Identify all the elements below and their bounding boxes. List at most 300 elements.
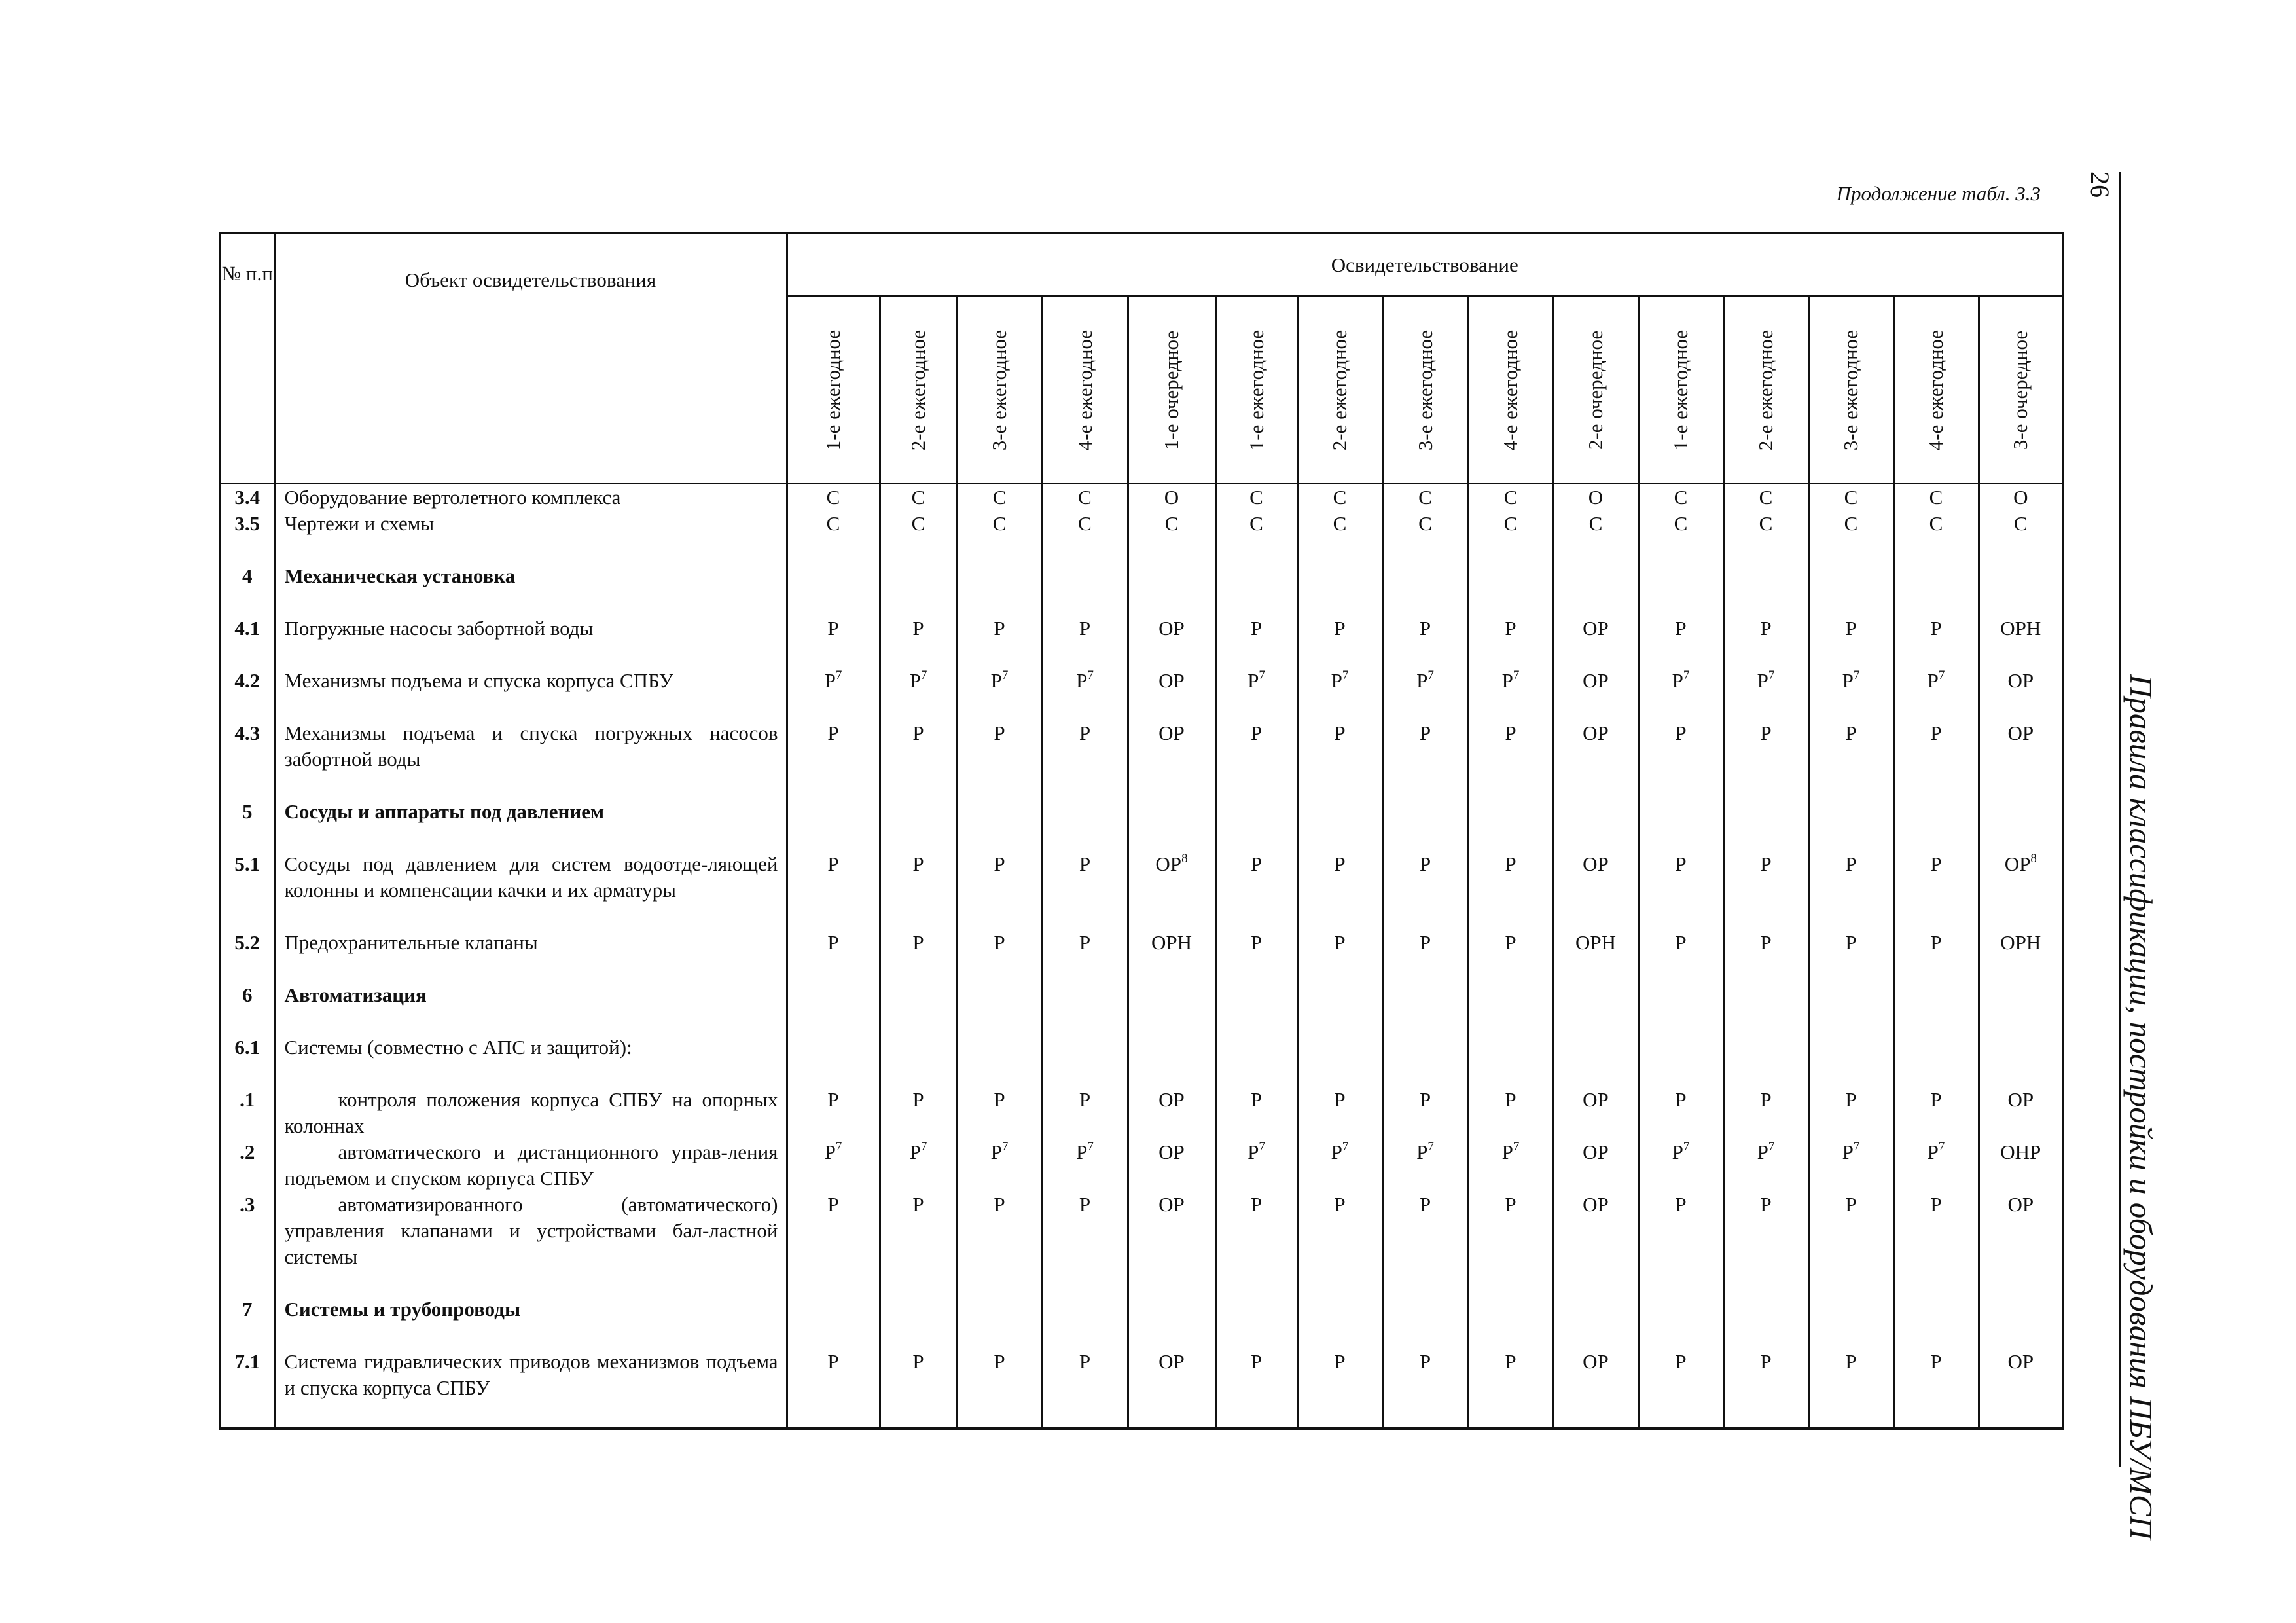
survey-code: Р [1247, 1140, 1259, 1163]
survey-cell [1979, 1192, 2063, 1270]
footnote-ref: 8 [1181, 852, 1188, 866]
footnote-ref: 7 [1513, 668, 1520, 682]
survey-code: Р [1334, 1350, 1346, 1373]
spacer-cell [1723, 1061, 1808, 1087]
spacer-cell [1979, 537, 2063, 563]
spacer-cell [787, 537, 880, 563]
survey-cell [1382, 930, 1468, 956]
spacer-cell [1042, 956, 1128, 982]
spacer-cell [957, 589, 1042, 615]
survey-code: Р [1079, 1088, 1091, 1111]
survey-cell [957, 982, 1042, 1008]
spacer-cell [1128, 773, 1215, 799]
survey-cell [1638, 1139, 1723, 1192]
survey-code: ОРН [1151, 931, 1192, 954]
survey-cell [1215, 851, 1297, 903]
spacer-cell [1042, 642, 1128, 668]
footnote-ref: 7 [1087, 668, 1094, 682]
survey-code: Р [1505, 852, 1516, 875]
spacer-cell [1553, 1061, 1638, 1087]
row-number: .3 [220, 1192, 274, 1270]
survey-code: С [1759, 486, 1773, 509]
spacer-row [220, 694, 2063, 720]
survey-cell [1979, 484, 2063, 511]
footnote-ref: 7 [835, 1140, 842, 1154]
spacer-cell [787, 1061, 880, 1087]
survey-cell [1382, 1192, 1468, 1270]
survey-code: О [2013, 486, 2028, 509]
spacer-cell [1382, 956, 1468, 982]
spacer-cell [1893, 1401, 1979, 1429]
survey-cell [1979, 720, 2063, 773]
survey-code: ОРН [2000, 931, 2041, 954]
table-row [220, 799, 2063, 825]
survey-code: Р [1927, 1140, 1939, 1163]
spacer-cell [1215, 1008, 1297, 1034]
survey-cell [1979, 982, 2063, 1008]
survey-code: Р [1672, 669, 1683, 692]
spacer-cell [1638, 642, 1723, 668]
spacer-cell [220, 694, 274, 720]
spacer-cell [787, 1270, 880, 1296]
survey-code: Р [1760, 931, 1772, 954]
spacer-cell [1723, 694, 1808, 720]
survey-cell [1297, 668, 1382, 694]
footnote-ref: 7 [1342, 1140, 1349, 1154]
spacer-cell [1638, 537, 1723, 563]
survey-column-label: 1-е ежегодное [1669, 329, 1692, 450]
spacer-cell [787, 825, 880, 851]
survey-cell [1128, 1139, 1215, 1192]
survey-code: Р [1842, 1140, 1854, 1163]
object-name: Погружные насосы забортной воды [274, 615, 787, 642]
survey-cell [880, 668, 957, 694]
survey-cell [880, 1192, 957, 1270]
survey-cell [1215, 930, 1297, 956]
table-row [220, 720, 2063, 773]
header-object: Объект освидетельствования [274, 233, 787, 484]
survey-code: Р [1416, 669, 1428, 692]
survey-cell [1468, 484, 1553, 511]
survey-code: ОР [1583, 1088, 1609, 1111]
table-row [220, 1087, 2063, 1139]
survey-code: Р [1331, 1140, 1342, 1163]
spacer-cell [1638, 694, 1723, 720]
spacer-cell [1382, 825, 1468, 851]
survey-cell [957, 1192, 1042, 1270]
table-row [220, 1139, 2063, 1192]
survey-cell [1042, 1349, 1128, 1401]
survey-code: Р [1842, 669, 1854, 692]
survey-code: Р [1845, 852, 1857, 875]
survey-cell [1215, 1139, 1297, 1192]
survey-cell [1723, 720, 1808, 773]
survey-code: Р [1250, 617, 1263, 640]
spacer-cell [1553, 956, 1638, 982]
survey-cell [1382, 615, 1468, 642]
survey-code: Р [1079, 931, 1091, 954]
survey-code: Р [1845, 1193, 1857, 1216]
survey-cell [787, 511, 880, 537]
survey-code: С [1078, 486, 1092, 509]
footnote-ref: 7 [1853, 668, 1860, 682]
survey-code: ОР [2007, 1088, 2034, 1111]
survey-code: Р [1675, 617, 1687, 640]
spacer-cell [274, 773, 787, 799]
spacer-cell [1808, 1401, 1893, 1429]
spacer-cell [1468, 1270, 1553, 1296]
survey-cell [1638, 511, 1723, 537]
survey-cell [1215, 982, 1297, 1008]
row-number: 3.4 [220, 484, 274, 511]
survey-code: Р [1505, 931, 1516, 954]
survey-cell [1638, 982, 1723, 1008]
spacer-cell [1808, 642, 1893, 668]
survey-column-header [1893, 297, 1979, 484]
survey-code: Р [1675, 852, 1687, 875]
spacer-row [220, 956, 2063, 982]
survey-cell [787, 484, 880, 511]
spacer-cell [1042, 903, 1128, 930]
survey-cell [1723, 799, 1808, 825]
spacer-cell [1128, 1322, 1215, 1349]
spacer-cell [1042, 1270, 1128, 1296]
survey-cell [1382, 1349, 1468, 1401]
survey-cell [957, 1296, 1042, 1322]
survey-cell [1382, 799, 1468, 825]
survey-cell [1808, 1296, 1893, 1322]
survey-cell [1382, 851, 1468, 903]
spacer-cell [220, 903, 274, 930]
survey-cell [1723, 1034, 1808, 1061]
object-name: Механизмы подъема и спуска погружных насосов забортной воды [274, 720, 787, 773]
spacer-cell [1042, 773, 1128, 799]
spacer-cell [1215, 589, 1297, 615]
survey-cell [1042, 1139, 1128, 1192]
survey-code: ОР [1155, 852, 1182, 875]
survey-cell [1723, 982, 1808, 1008]
survey-cell [1808, 851, 1893, 903]
spacer-cell [1042, 1061, 1128, 1087]
spacer-cell [1979, 1061, 2063, 1087]
survey-cell [1382, 720, 1468, 773]
survey-code: Р [1250, 1193, 1263, 1216]
survey-cell [1553, 484, 1638, 511]
object-name: Предохранительные клапаны [274, 930, 787, 956]
spacer-row [220, 825, 2063, 851]
spacer-cell [957, 1061, 1042, 1087]
survey-cell [1979, 563, 2063, 589]
survey-cell [1893, 511, 1979, 537]
spacer-cell [1723, 537, 1808, 563]
survey-cell [787, 1034, 880, 1061]
spacer-cell [1808, 825, 1893, 851]
survey-cell [1553, 1192, 1638, 1270]
survey-code: С [1078, 512, 1092, 535]
survey-cell [1468, 563, 1553, 589]
survey-code: Р [1760, 617, 1772, 640]
running-title: Правила классификации, постройки и оборудования ПБУ/МСП [2123, 674, 2159, 1539]
spacer-cell [274, 903, 787, 930]
survey-code: Р [827, 1088, 839, 1111]
survey-code: Р [1334, 931, 1346, 954]
survey-code: ОР [1583, 721, 1609, 744]
survey-cell [1979, 668, 2063, 694]
survey-cell [1553, 851, 1638, 903]
spacer-cell [1468, 903, 1553, 930]
header-num: № п.п [220, 233, 274, 484]
footnote-ref: 7 [1427, 1140, 1434, 1154]
footnote-ref: 7 [1001, 668, 1009, 682]
table-row [220, 930, 2063, 956]
spacer-cell [1297, 1270, 1382, 1296]
footnote-ref: 7 [1001, 1140, 1009, 1154]
survey-cell [880, 930, 957, 956]
footnote-ref: 7 [1427, 668, 1434, 682]
survey-cell [1808, 668, 1893, 694]
survey-cell [787, 1296, 880, 1322]
spacer-cell [1723, 1270, 1808, 1296]
survey-code: ОР [2007, 1350, 2034, 1373]
spacer-cell [220, 956, 274, 982]
survey-cell [1808, 1139, 1893, 1192]
survey-cell [1723, 511, 1808, 537]
survey-cell [1128, 982, 1215, 1008]
footnote-ref: 7 [920, 1140, 927, 1154]
survey-cell [1723, 1139, 1808, 1192]
spacer-cell [1638, 1322, 1723, 1349]
row-number: .1 [220, 1087, 274, 1139]
survey-column-header [1638, 297, 1723, 484]
survey-cell [1297, 563, 1382, 589]
survey-code: ОР [2004, 852, 2031, 875]
spacer-cell [1382, 1270, 1468, 1296]
survey-cell [1297, 1192, 1382, 1270]
survey-cell [957, 851, 1042, 903]
spacer-cell [880, 1061, 957, 1087]
footnote-ref: 7 [1259, 668, 1265, 682]
footnote-ref: 7 [1683, 668, 1690, 682]
spacer-cell [1468, 694, 1553, 720]
survey-cell [1297, 1349, 1382, 1401]
row-number: 4 [220, 563, 274, 589]
table-row [220, 615, 2063, 642]
survey-code: Р [1505, 721, 1516, 744]
spacer-cell [1893, 773, 1979, 799]
survey-cell [1468, 1087, 1553, 1139]
survey-code: Р [1079, 617, 1091, 640]
survey-code: ОР [2007, 1193, 2034, 1216]
page-number: 26 [2085, 172, 2115, 198]
object-name: Механизмы подъема и спуска корпуса СПБУ [274, 668, 787, 694]
spacer-cell [880, 1270, 957, 1296]
survey-code: Р [824, 669, 836, 692]
survey-cell [880, 799, 957, 825]
survey-code: Р [1675, 1193, 1687, 1216]
survey-code: ОР [1158, 1350, 1185, 1373]
survey-code: С [1333, 486, 1347, 509]
spacer-cell [220, 1322, 274, 1349]
survey-code: ОР [1583, 669, 1609, 692]
survey-code: Р [1505, 617, 1516, 640]
survey-code: ОР [1158, 1193, 1185, 1216]
spacer-cell [274, 694, 787, 720]
survey-cell [880, 484, 957, 511]
survey-code: Р [1675, 721, 1687, 744]
survey-code: Р [994, 1193, 1005, 1216]
survey-cell [880, 511, 957, 537]
section-heading: Автоматизация [274, 982, 787, 1008]
spacer-cell [1042, 825, 1128, 851]
spacer-cell [1893, 589, 1979, 615]
spacer-cell [880, 537, 957, 563]
spacer-cell [1893, 1270, 1979, 1296]
spacer-cell [1128, 694, 1215, 720]
survey-cell [787, 930, 880, 956]
survey-column-label: 3-е очередное [2009, 330, 2032, 450]
spacer-row [220, 1401, 2063, 1429]
survey-cell [1468, 1349, 1553, 1401]
section-heading: Механическая установка [274, 563, 787, 589]
table-row [220, 1192, 2063, 1270]
survey-cell [1723, 668, 1808, 694]
spacer-cell [1553, 1322, 1638, 1349]
spacer-cell [1297, 903, 1382, 930]
survey-code: Р [1419, 1193, 1431, 1216]
survey-cell [1297, 930, 1382, 956]
spacer-cell [787, 903, 880, 930]
survey-column-header [880, 297, 957, 484]
footnote-ref: 7 [1259, 1140, 1265, 1154]
spacer-cell [1382, 642, 1468, 668]
survey-code: Р [1250, 1350, 1263, 1373]
survey-cell [1297, 484, 1382, 511]
survey-code: Р [1757, 1140, 1768, 1163]
survey-code: Р [1419, 1350, 1431, 1373]
object-name: Оборудование вертолетного комплекса [274, 484, 787, 511]
survey-cell [1808, 563, 1893, 589]
spacer-row [220, 1270, 2063, 1296]
spacer-cell [1297, 773, 1382, 799]
survey-cell [1979, 1296, 2063, 1322]
spacer-cell [1297, 956, 1382, 982]
survey-cell [1382, 1034, 1468, 1061]
survey-cell [1382, 1139, 1468, 1192]
survey-cell [1979, 851, 2063, 903]
spacer-row [220, 537, 2063, 563]
survey-cell [1979, 511, 2063, 537]
survey-code: Р [994, 852, 1005, 875]
survey-cell [880, 563, 957, 589]
spacer-cell [1468, 825, 1553, 851]
spacer-cell [1128, 537, 1215, 563]
survey-code: Р [990, 669, 1002, 692]
object-name: автоматического и дистанционного управ-ления подъемом и спуском корпуса СПБУ [274, 1139, 787, 1192]
spacer-cell [1638, 589, 1723, 615]
spacer-cell [1128, 1008, 1215, 1034]
spacer-cell [787, 1401, 880, 1429]
survey-cell [1468, 982, 1553, 1008]
object-name: Системы (совместно с АПС и защитой): [274, 1034, 787, 1061]
survey-code: Р [1930, 852, 1942, 875]
table-row [220, 484, 2063, 511]
survey-code: С [911, 486, 925, 509]
spacer-cell [1893, 1008, 1979, 1034]
survey-code: ОР [1583, 1140, 1609, 1163]
survey-cell [787, 982, 880, 1008]
spacer-cell [274, 1061, 787, 1087]
spacer-cell [1297, 694, 1382, 720]
survey-cell [1638, 1034, 1723, 1061]
table-row [220, 511, 2063, 537]
spacer-cell [1979, 903, 2063, 930]
spacer-cell [1553, 1401, 1638, 1429]
survey-cell [1723, 563, 1808, 589]
survey-column-header [1297, 297, 1382, 484]
survey-cell [1215, 1087, 1297, 1139]
survey-cell [1042, 982, 1128, 1008]
survey-code: С [826, 486, 840, 509]
footnote-ref: 8 [2030, 852, 2037, 866]
survey-code: Р [1250, 1088, 1263, 1111]
survey-cell [1297, 1034, 1382, 1061]
spacer-cell [1723, 1401, 1808, 1429]
survey-cell [1979, 1034, 2063, 1061]
survey-cell [1553, 1034, 1638, 1061]
spacer-cell [957, 694, 1042, 720]
footnote-ref: 7 [835, 668, 842, 682]
survey-column-label: 1-е ежегодное [1244, 329, 1268, 450]
survey-cell [1723, 1296, 1808, 1322]
survey-code: Р [1079, 1193, 1091, 1216]
survey-code: Р [1760, 1350, 1772, 1373]
survey-cell [1042, 1087, 1128, 1139]
spacer-cell [1638, 1008, 1723, 1034]
spacer-cell [1042, 537, 1128, 563]
survey-cell [957, 1034, 1042, 1061]
spacer-cell [1723, 589, 1808, 615]
survey-code: Р [990, 1140, 1002, 1163]
table-row [220, 1349, 2063, 1401]
survey-cell [1042, 484, 1128, 511]
table-row [220, 668, 2063, 694]
survey-cell [1297, 1296, 1382, 1322]
survey-cell [1382, 982, 1468, 1008]
survey-cell [1553, 1139, 1638, 1192]
spacer-cell [274, 825, 787, 851]
object-name: Чертежи и схемы [274, 511, 787, 537]
survey-cell [1979, 615, 2063, 642]
spacer-cell [274, 537, 787, 563]
survey-cell [1808, 720, 1893, 773]
footnote-ref: 7 [1768, 1140, 1775, 1154]
survey-code: ОР [1583, 852, 1609, 875]
spacer-cell [1979, 642, 2063, 668]
spacer-cell [1297, 1061, 1382, 1087]
row-number: 7 [220, 1296, 274, 1322]
survey-cell [787, 615, 880, 642]
row-number: 4.2 [220, 668, 274, 694]
footnote-ref: 7 [1768, 668, 1775, 682]
survey-cell [957, 1087, 1042, 1139]
survey-cell [1042, 511, 1128, 537]
spacer-cell [1297, 589, 1382, 615]
spacer-cell [1808, 589, 1893, 615]
footnote-ref: 7 [1087, 1140, 1094, 1154]
spacer-cell [957, 1322, 1042, 1349]
survey-cell [1638, 930, 1723, 956]
spacer-cell [1297, 537, 1382, 563]
